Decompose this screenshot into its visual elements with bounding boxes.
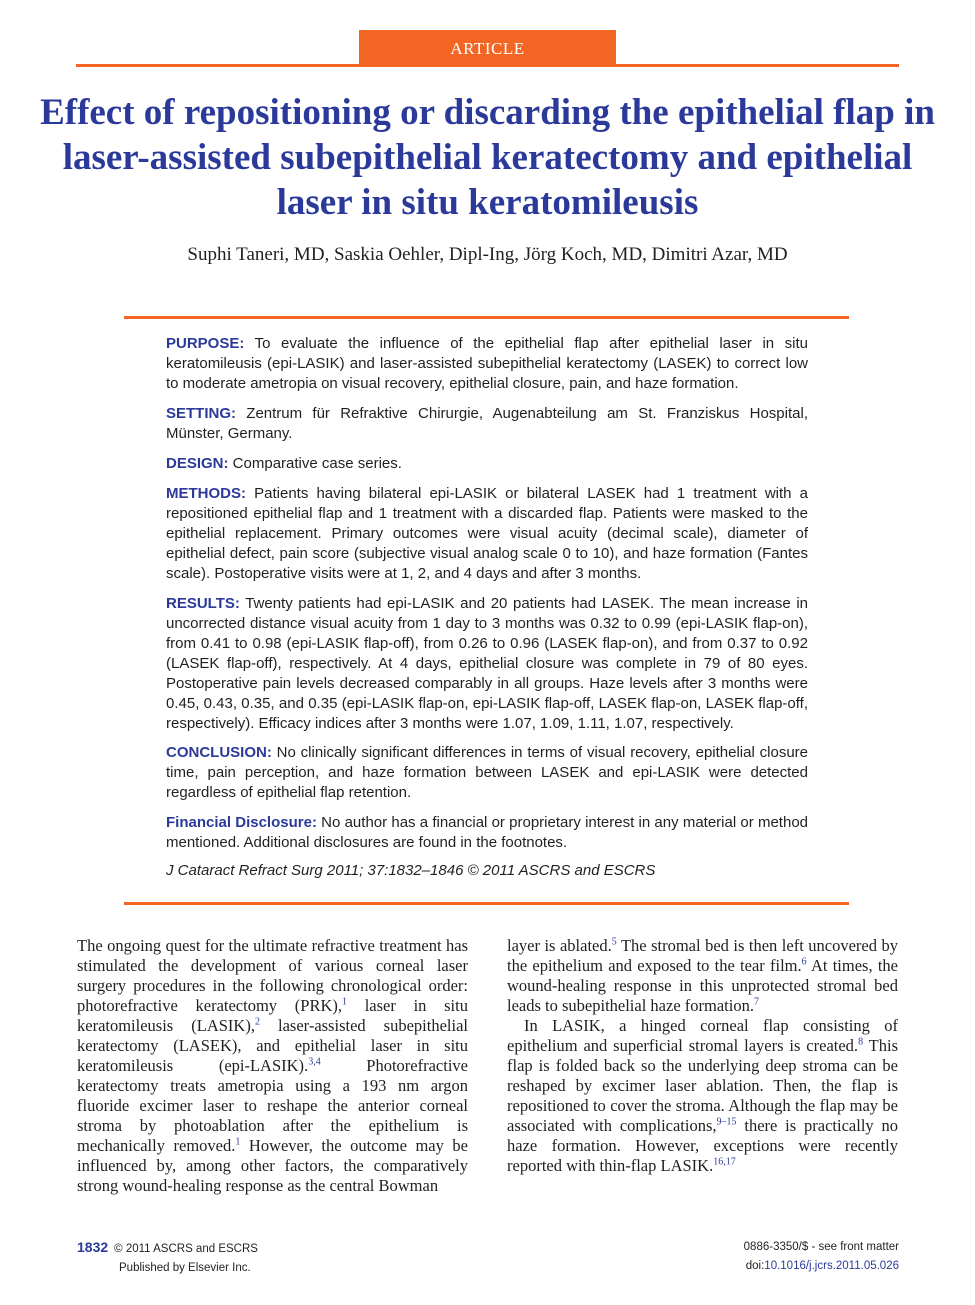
- body-text: In LASIK, a hinged corneal flap consisting of epithelium and superficial stromal layers is created.: [507, 1016, 898, 1055]
- disclosure-text: No author has a financial or proprietary interest in any material or method mentioned. Additional disclosures are found in the footnotes.: [166, 814, 808, 851]
- body-text: layer is ablated.: [507, 936, 612, 955]
- reference-link[interactable]: 6: [801, 956, 807, 968]
- results-text: Twenty patients had epi-LASIK and 20 patients had LASEK. The mean increase in uncorrected distance visual acuity from 1 day to 3 months was 0.32 to 0.99 (epi-LASIK flap-on), from 0.41 to 0.98 (epi-LASIK flap-off), from 0.26 to 0.96 (LASEK flap-on), and from 0.37 to 0.92 (LASEK flap-off), respectively. At 4 days, epithelial closure was complete in 79 of 80 eyes. Postoperative pain levels decreased comparably in all groups. Haze levels after 3 months were 0.45, 0.43, 0.35, and 0.35 (epi-LASIK flap-on, epi-LASIK flap-off, LASEK flap-on, LASEK flap-off, respectively). Efficacy indices after 3 months were 1.07, 1.09, 1.11, 1.07, respectively.: [166, 595, 808, 732]
- reference-link[interactable]: 2: [254, 1016, 260, 1028]
- footer-doi-line: [560, 1257, 899, 1276]
- page-number: 1832: [77, 1239, 109, 1255]
- reference-link[interactable]: 5: [611, 936, 617, 948]
- abstract-purpose: [166, 334, 808, 394]
- reference-link[interactable]: 9–15: [716, 1116, 737, 1128]
- body-text: laser-assisted subepithelial keratectomy (LASEK), and epithelial laser in situ keratomileusis (epi-LASIK).: [77, 1016, 468, 1075]
- body-column-right: [507, 936, 898, 1176]
- conclusion-label: CONCLUSION:: [166, 744, 272, 761]
- journal-citation: J Cataract Refract Surg 2011; 37:1832–1846 © 2011 ASCRS and ESCRS: [166, 862, 656, 879]
- body-text: This flap is folded back so the underlying deep stroma can be reshaped by excimer laser ablation. Then, the flap is repositioned to cover the stroma. Although the flap may be associated with complications,: [507, 1036, 898, 1135]
- abstract-box: [124, 316, 849, 905]
- body-text: laser in situ keratomileusis (LASIK),: [77, 996, 468, 1035]
- footer-copyright-line: [77, 1238, 258, 1259]
- article-type-tab: ARTICLE: [359, 30, 616, 65]
- methods-text: Patients having bilateral epi-LASIK or bilateral LASEK had 1 treatment with a repositioned epithelial flap and 1 treatment with a discarded flap. Patients were masked to the epithelial replacement. Primary outcomes were visual acuity (decimal scale), diameter of epithelial defect, pain score (subjective visual analog scale 0 to 10), and haze formation (Fantes scale). Postoperative visits were at 1, 2, and 4 days and after 3 months.: [166, 485, 808, 582]
- abstract-conclusion: [166, 743, 808, 803]
- abstract-setting: [166, 404, 808, 444]
- body-column-left: [77, 936, 468, 1196]
- body-text: The stromal bed is then left uncovered by the epithelium and exposed to the tear film.: [507, 936, 898, 975]
- reference-link[interactable]: 1: [341, 996, 347, 1008]
- intro-paragraph-1: [77, 936, 468, 1196]
- design-label: DESIGN:: [166, 455, 229, 472]
- setting-label: SETTING:: [166, 405, 236, 422]
- purpose-text: To evaluate the influence of the epithelial flap after epithelial laser in situ keratomileusis (epi-LASIK) and laser-assisted subepithelial keratectomy (LASEK) to correct low to moderate ametropia on visual recovery, epithelial closure, pain, and haze formation.: [166, 335, 808, 392]
- purpose-label: PURPOSE:: [166, 335, 245, 352]
- reference-link[interactable]: 3,4: [308, 1056, 321, 1068]
- article-title: Effect of repositioning or discarding the epithelial flap in laser-assisted subepithelial keratectomy and epithelial laser in situ keratomileusis: [40, 92, 935, 223]
- body-text: there is practically no haze formation. However, exceptions were recently reported with thin-flap LASIK.: [507, 1116, 898, 1175]
- methods-label: METHODS:: [166, 485, 246, 502]
- design-text: Comparative case series.: [228, 455, 402, 472]
- abstract-disclosure: [166, 813, 808, 853]
- footer-publisher: Published by Elsevier Inc.: [119, 1262, 251, 1274]
- intro-paragraph-2: [507, 1016, 898, 1176]
- abstract-results: [166, 594, 808, 734]
- disclosure-label: Financial Disclosure:: [166, 814, 317, 831]
- reference-link[interactable]: 16,17: [713, 1156, 736, 1168]
- body-text: The ongoing quest for the ultimate refractive treatment has stimulated the development of various corneal laser surgery procedures in the following chronological order: photorefractive keratectomy (PRK),: [77, 936, 468, 1015]
- doi-label: doi:: [745, 1260, 765, 1272]
- body-text: At times, the wound-healing response in this unprotected stromal bed leads to subepithelial haze formation.: [507, 956, 898, 1015]
- body-text: However, the outcome may be influenced by, among other factors, the comparatively strong wound-healing response as the central Bowman: [77, 1136, 468, 1195]
- reference-link[interactable]: 1: [235, 1136, 241, 1148]
- results-label: RESULTS:: [166, 595, 240, 612]
- setting-text: Zentrum für Refraktive Chirurgie, Augenabteilung am St. Franziskus Hospital, Münster, Germany.: [166, 405, 808, 442]
- footer-left: [77, 1238, 258, 1278]
- intro-paragraph-1-continued: [507, 936, 898, 1016]
- author-list: Suphi Taneri, MD, Saskia Oehler, Dipl-Ing, Jörg Koch, MD, Dimitri Azar, MD: [187, 244, 788, 265]
- conclusion-text: No clinically significant differences in terms of visual recovery, epithelial closure time, pain perception, and haze formation between LASEK and epi-LASIK were detected regardless of epithelial flap retention.: [166, 744, 808, 801]
- body-text: Photorefractive keratectomy treats ametropia using a 193 nm argon fluoride excimer laser to reshape the anterior corneal stroma by photoablation after the epithelium is mechanically removed.: [77, 1056, 468, 1155]
- reference-link[interactable]: 8: [858, 1036, 864, 1048]
- abstract-design: [166, 454, 808, 474]
- footer-right: [560, 1238, 899, 1276]
- abstract-methods: [166, 484, 808, 584]
- footer-issn: 0886-3350/$ - see front matter: [743, 1241, 899, 1253]
- reference-link[interactable]: 7: [753, 996, 759, 1008]
- doi-link[interactable]: 10.1016/j.jcrs.2011.05.026: [764, 1260, 899, 1272]
- footer-copyright: © 2011 ASCRS and ESCRS: [114, 1243, 258, 1255]
